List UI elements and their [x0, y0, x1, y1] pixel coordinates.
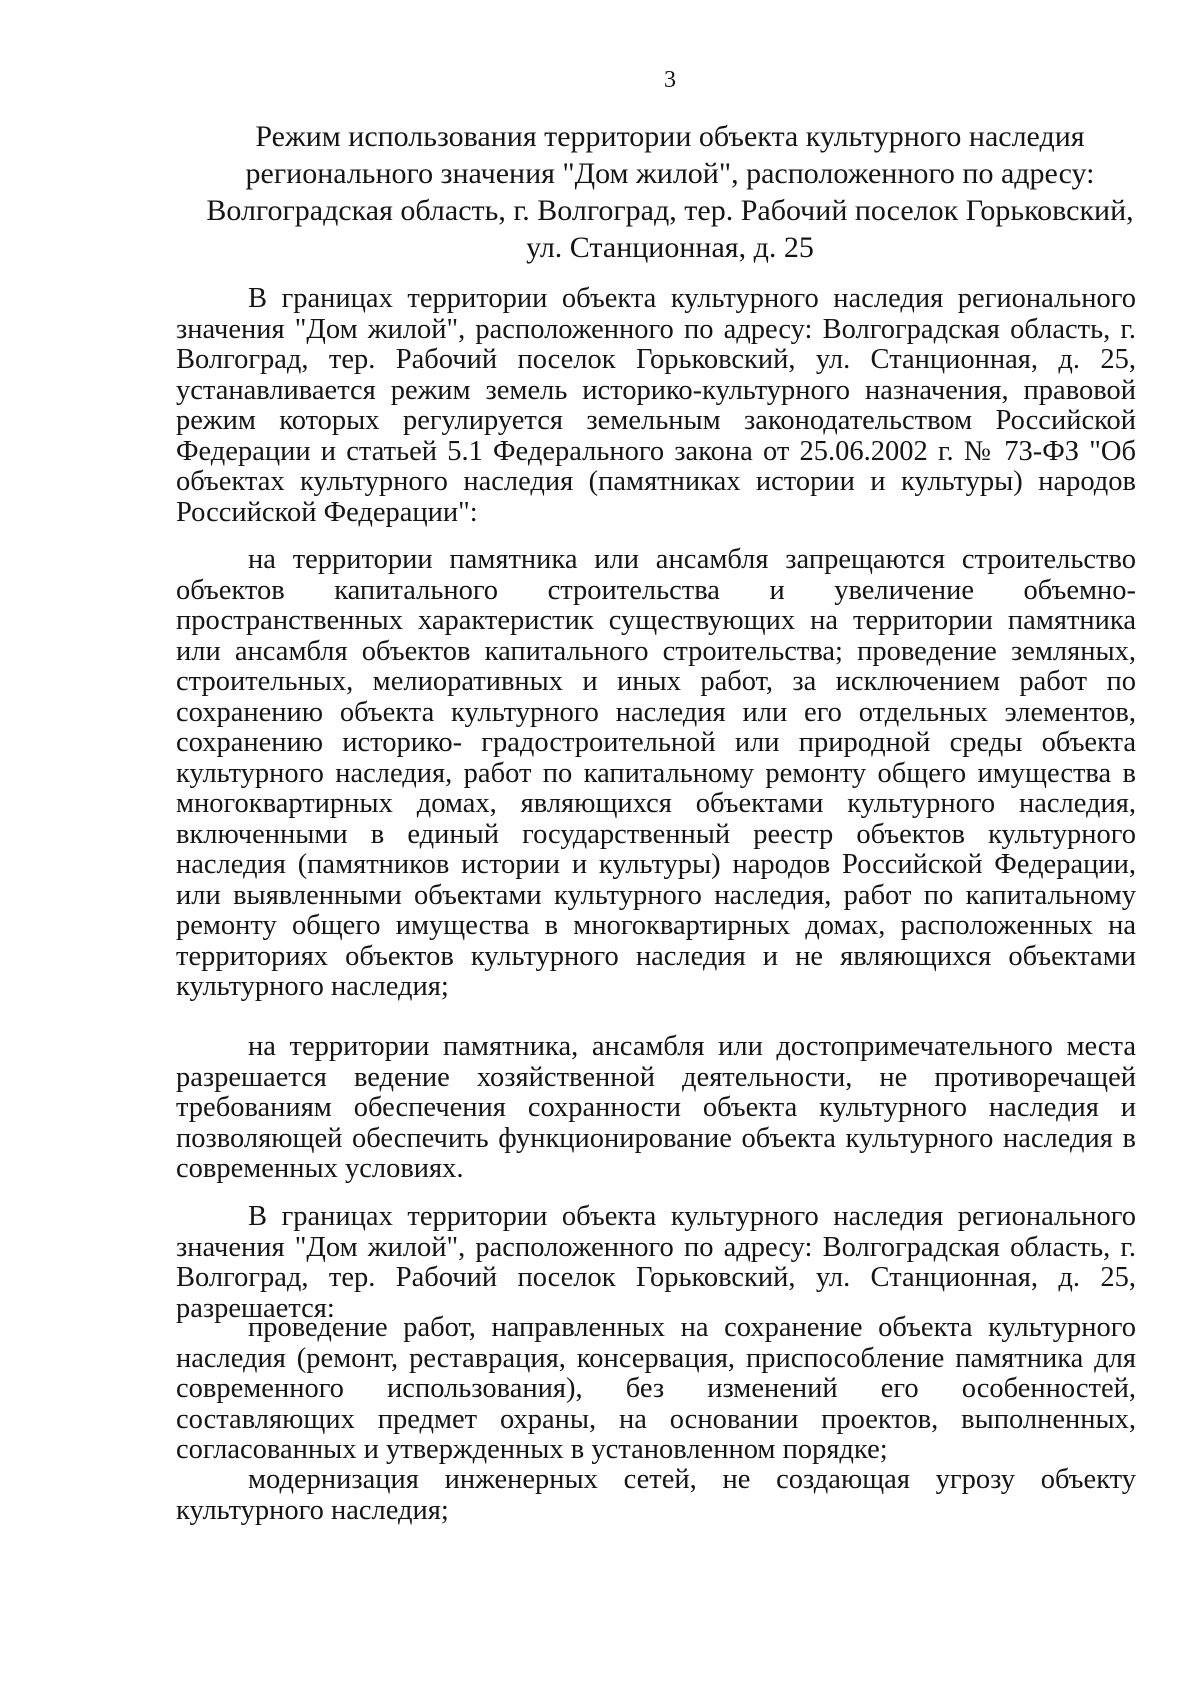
- paragraph-economic-activity: [176, 1032, 1136, 1185]
- title-line-1: Режим использования территории объекта культурного наследия: [255, 120, 1085, 153]
- paragraph-allowed-intro: [176, 1202, 1136, 1324]
- paragraph-text: проведение работ, направленных на сохранение объекта культурного наследия (ремонт, реставрация, консервация, приспособление памятника для современного использования), без изменений его особенностей, составляющих предмет охраны, на основании проектов, выполненных, согласованных и утвержденных в установленном порядке;: [176, 1312, 1136, 1465]
- paragraph-text: на территории памятника или ансамбля запрещаются строительство объектов капитального строительства и увеличение объемно-пространственных характеристик существующих на территории памятника или ансамбля объектов капитального строительства; проведение земляных, строительных, мелиоративных и иных работ, за исключением работ по сохранению объекта культурного наследия или его отдельных элементов, сохранению историко- градостроительной или природной среды объекта культурного наследия, работ по капитальному ремонту общего имущества в многоквартирных домах, являющихся объектами культурного наследия, включенными в единый государственный реестр объектов культурного наследия (памятников истории и культуры) народов Российской Федерации, или выявленными объектами культурного наследия, работ по капитальному ремонту общего имущества в многоквартирных домах, расположенных на территориях объектов культурного наследия и не являющихся объектами культурного наследия;: [176, 544, 1136, 1002]
- paragraph-text: В границах территории объекта культурного наследия регионального значения "Дом жилой", расположенного по адресу: Волгоградская область, г. Волгоград, тер. Рабочий поселок Горьковский, ул. Станционная, д. 25, разрешается:: [176, 1201, 1136, 1324]
- paragraph-text: на территории памятника, ансамбля или достопримечательного места разрешается ведение хозяйственной деятельности, не противоречащей требованиям обеспечения сохранности объекта культурного наследия и позволяющей обеспечить функционирование объекта культурного наследия в современных условиях.: [176, 1031, 1136, 1184]
- paragraph-territory-regime: [176, 284, 1136, 528]
- paragraph-text: В границах территории объекта культурного наследия регионального значения "Дом жилой", расположенного по адресу: Волгоградская область, г. Волгоград, тер. Рабочий поселок Горьковский, ул. Станционная, д. 25, устанавливается режим земель историко-культурного назначения, правовой режим которых регулируется земельным законодательством Российской Федерации и статьей 5.1 Федерального закона от 25.06.2002 г. № 73-ФЗ "Об объектах культурного наследия (памятниках истории и культуры) народов Российской Федерации":: [176, 283, 1136, 528]
- title-line-3: Волгоградская область, г. Волгоград, тер. Рабочий поселок Горьковский,: [206, 194, 1134, 227]
- paragraph-prohibitions: [176, 545, 1136, 1003]
- paragraph-conservation-works: [176, 1313, 1136, 1466]
- paragraph-text: модернизация инженерных сетей, не создающая угрозу объекту культурного наследия;: [176, 1464, 1136, 1526]
- title-line-2: регионального значения "Дом жилой", расположенного по адресу:: [245, 157, 1095, 190]
- page-number: 3: [664, 67, 676, 93]
- paragraph-engineering-networks: [176, 1465, 1136, 1526]
- document-title: [190, 118, 1150, 266]
- title-line-4: ул. Станционная, д. 25: [526, 231, 814, 264]
